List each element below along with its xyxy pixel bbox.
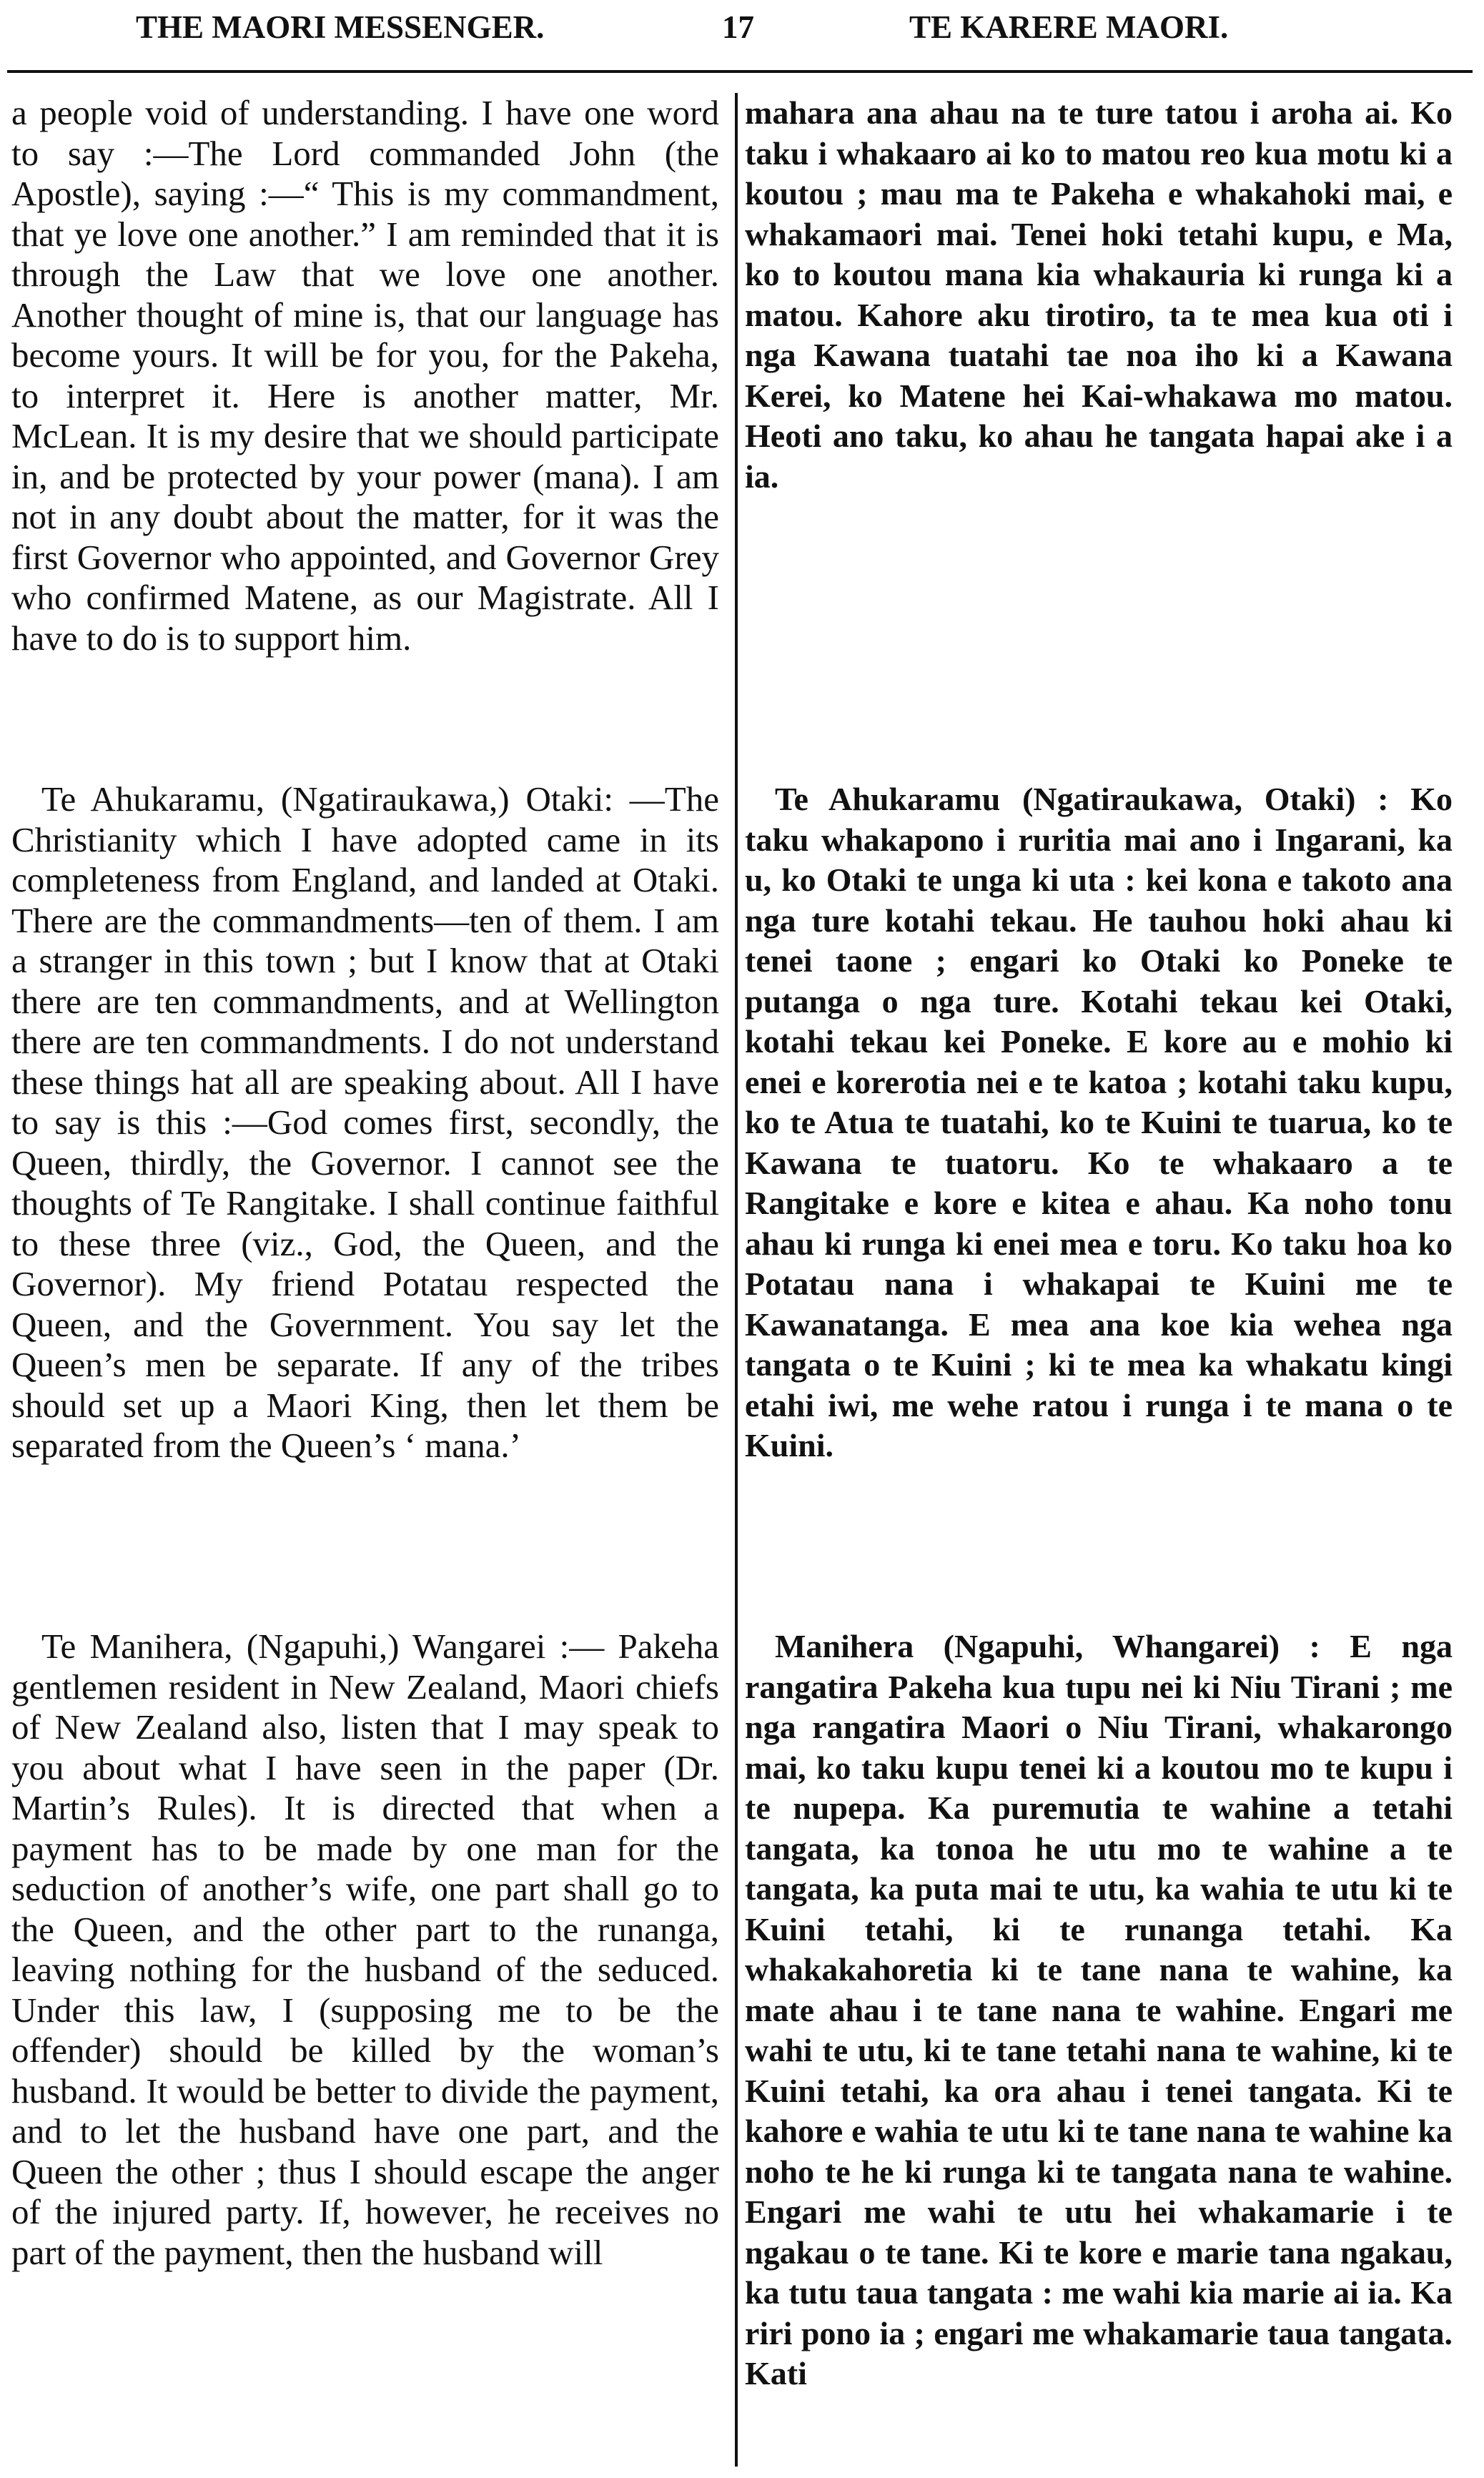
maori-masthead: TE KARERE MAORI. — [909, 9, 1229, 45]
english-paragraph-2: Te Ahukaramu, (Ngatiraukawa,) Otaki: —The Christianity which I have adopted came in its completeness from England, and landed at Otaki. There are the commandments—ten of them. I am a stranger in this town ; but I know that at Otaki there are ten commandments, and at Wellington there are ten commandments. I do not understand these things hat all are speaking about. All I have to say is this :—God comes first, secondly, the Queen, thirdly, the Governor. I cannot see the thoughts of Te Rangitake. I shall continue faithful to these three (viz., God, the Queen, and the Governor). My friend Potatau respected the Queen, and the Government. You say let the Queen’s men be separate. If any of the tribes should set up a Maori King, then let them be separated from the Queen’s ‘ mana.’ — [11, 779, 719, 1465]
english-paragraph-3: Te Manihera, (Ngapuhi,) Wangarei :— Pakeha gentlemen resident in New Zealand, Maori chiefs of New Zealand also, listen that I may speak to you about what I have seen in the paper (Dr. Martin’s Rules). It is directed that when a payment has to be made by one man for the seduction of another’s wife, one part shall go to the Queen, and the other part to the runanga, leaving nothing for the husband of the seduced. Under this law, I (supposing me to be the offender) should be killed by the woman’s husband. It would be better to divide the payment, and to let the husband have one part, and the Queen the other ; thus I should escape the anger of the injured party. If, however, he receives no part of the payment, then the husband will — [11, 1627, 719, 2272]
header-rule — [7, 70, 1473, 73]
maori-paragraph-3: Manihera (Ngapuhi, Whangarei) : E nga rangatira Pakeha kua tupu nei ki Niu Tirani ; me nga rangatira Maori o Niu Tirani, whakarongo mai, ko taku kupu tenei ki a koutou mo te kupu i te nupepa. Ka puremutia te wahine a tetahi tangata, ka tonoa he utu mo te wahine a te tangata, ka puta mai te utu, ka wahia te utu ki te Kuini tetahi, ki te runanga tetahi. Ka whakakahoretia ki te tane nana te wahine, ka mate ahau i te tane nana te wahine. Engari me wahi te utu, ki te tane tetahi nana te wahine, ki te Kuini tetahi, ka ora ahau i tenei tangata. Ki te kahore e wahia te utu ki te tane nana te wahine ka noho te he ki runga ki te tangata nana te wahine. Engari me wahi te utu hei whakamarie i te ngakau o te tane. Ki te kore e marie tana ngakau, ka tutu taua tangata : me wahi kia marie ai ia. Ka riri pono ia ; engari me whakamarie taua tangata. Kati — [745, 1628, 1453, 2391]
column-divider — [735, 93, 738, 2467]
page-number: 17 — [722, 9, 754, 45]
page-header — [0, 0, 1484, 66]
maori-paragraph-1: mahara ana ahau na te ture tatou i aroha ai. Ko taku i whakaaro ai ko to matou reo kua motu ki a koutou ; mau ma te Pakeha e whakahoki mai, e whakamaori mai. Tenei hoki tetahi kupu, e Ma, ko to koutou mana kia whakauria ki runga ki a matou. Kahore aku tirotiro, ta te mea kua oti i nga Kawana tuatahi tae noa iho ki a Kawana Kerei, ko Matene hei Kai-whakawa mo matou. Heoti ano taku, ko ahau he tangata hapai ake i a ia. — [745, 94, 1453, 495]
maori-paragraph-2: Te Ahukaramu (Ngatiraukawa, Otaki) : Ko taku whakapono i ruritia mai ano i Ingarani, ka u, ko Otaki te unga ki uta : kei kona e takoto ana nga ture kotahi tekau. He tauhou hoki ahau ki tenei taone ; engari ko Otaki ko Poneke te putanga o nga ture. Kotahi tekau kei Otaki, kotahi tekau kei Poneke. E kore au e mohio ki enei e korerotia nei e te katoa ; kotahi taku kupu, ko te Atua te tuatahi, ko te Kuini te tuarua, ko te Kawana te tuatoru. Ko te whakaaro a te Rangitake e kore e kitea e ahau. Ka noho tonu ahau ki runga ki enei mea e toru. Ko taku hoa ko Potatau nana i whakapai te Kuini me te Kawanatanga. E mea ana koe kia wehea nga tangata o te Kuini ; ki te mea ka whakatu kingi etahi iwi, me wehe ratou i runga i te mana o te Kuini. — [745, 781, 1453, 1463]
english-paragraph-1: a people void of understanding. I have one word to say :—The Lord commanded John (the Apostle), saying :—“ This is my commandment, that ye love one another.” I am reminded that it is through the Law that we love one another. Another thought of mine is, that our language has become yours. It will be for you, for the Pakeha, to interpret it. Here is another matter, Mr. McLean. It is my desire that we should participate in, and be protected by your power (mana). I am not in any doubt about the matter, for it was the first Governor who appointed, and Governor Grey who confirmed Matene, as our Magistrate. All I have to do is to support him. — [11, 93, 719, 658]
english-masthead: THE MAORI MESSENGER. — [136, 9, 545, 45]
